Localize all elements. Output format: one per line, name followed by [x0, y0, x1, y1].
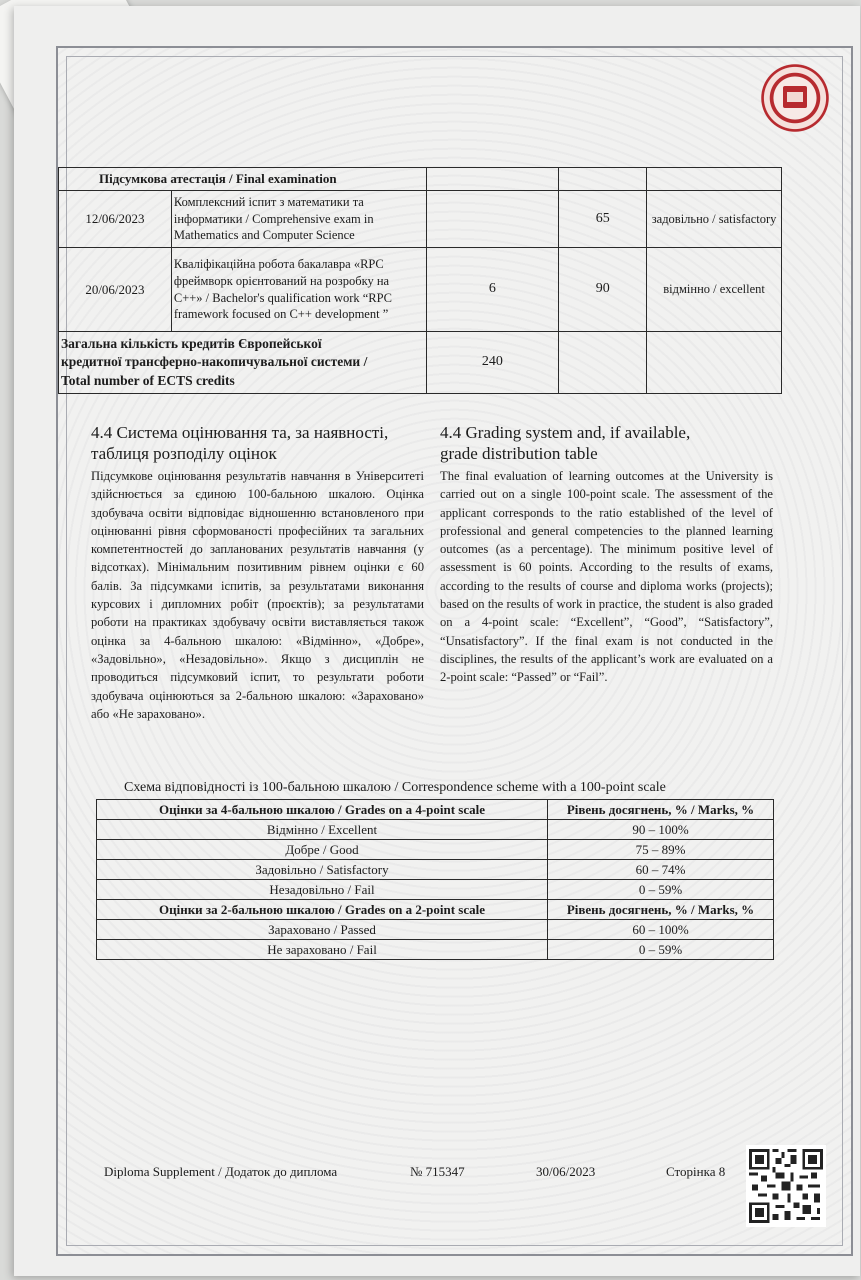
exam-name: Кваліфікаційна робота бакалавра «RPC фреймворк орієнтований на розробку на C++» / Bachelor's qualification work “RPC framework focused on C++ development ” [171, 248, 426, 332]
exam-grade: відмінно / excellent [647, 248, 782, 332]
final-examination-table [58, 167, 782, 394]
grading-system-en [440, 422, 773, 687]
exam-name: Комплексний іспит з математики та інформатики / Comprehensive exam in Mathematics and Computer Science [171, 191, 426, 248]
table-header-row [59, 168, 782, 191]
qr-code-icon [746, 1145, 826, 1227]
table-row: Відмінно / Excellent 90 – 100% [97, 820, 774, 840]
correspondence-table [96, 799, 774, 960]
table-row: Незадовільно / Fail 0 – 59% [97, 880, 774, 900]
footer-date: 30/06/2023 [536, 1164, 596, 1179]
section-heading: 4.4 Grading system and, if available, grade distribution table [440, 423, 691, 463]
table-row: Не зараховано / Fail 0 – 59% [97, 940, 774, 960]
total-ects-label: Загальна кількість кредитів Європейської кредитної трансферно-накопичувальної системи / Total number of ECTS credits [59, 332, 427, 394]
section-heading: 4.4 Система оцінювання та, за наявності, таблиця розподілу оцінок [91, 423, 389, 463]
table-header-row: Оцінки за 2-бальною шкалою / Grades on a 2-point scale Рівень досягнень, % / Marks, % [97, 900, 774, 920]
correspondence-title: Схема відповідності із 100-бальною шкалою / Correspondence scheme with a 100-point scale [124, 780, 666, 795]
exam-date: 12/06/2023 [59, 191, 172, 248]
grading-system-uk [91, 422, 424, 723]
total-ects-row [59, 332, 782, 394]
table-row: Задовільно / Satisfactory 60 – 74% [97, 860, 774, 880]
table-row: Зараховано / Passed 60 – 100% [97, 920, 774, 940]
exam-ects: 6 [426, 248, 559, 332]
table-row: Добре / Good 75 – 89% [97, 840, 774, 860]
footer-page: Сторінка 8 [666, 1164, 726, 1179]
total-ects-value: 240 [426, 332, 559, 394]
exam-score: 65 [559, 191, 647, 248]
exam-date: 20/06/2023 [59, 248, 172, 332]
section-body: Підсумкове оцінювання результатів навчання в Університеті здійснюється за єдиною 100-бальною шкалою. Оцінка здобувача освіти відповідає відношенню встановленого при оцінюванні рівня сформованості професійних та загальних компетентностей до запланованих результатів навчання (у відсотках). Мінімальним позитивним рівнем оцінки є 60 балів. За підсумками іспитів, за результатами виконання курсових і дипломних робіт (проєктів); за результатами роботи на практиках здобувачу освіти виставляється також оцінка за 4-бальною шкалою: «Відмінно», «Добре», «Задовільно», «Незадовільно». Якщо з дисциплін не проводиться підсумковий іспит, то результати роботи здобувача оцінюються за 2-бальною шкалою: «Зараховано» або «Не зараховано». [91, 469, 424, 721]
exam-score: 90 [559, 248, 647, 332]
university-seal-icon [760, 58, 830, 138]
table-header-row: Оцінки за 4-бальною шкалою / Grades on a 4-point scale Рівень досягнень, % / Marks, % [97, 800, 774, 820]
table-row [59, 191, 782, 248]
footer-document: Diploma Supplement / Додаток до диплома [104, 1164, 338, 1179]
exam-grade: задовільно / satisfactory [647, 191, 782, 248]
table-header: Підсумкова атестація / Final examination [59, 168, 427, 191]
table-row [59, 248, 782, 332]
footer-number: № 715347 [410, 1164, 465, 1179]
exam-ects [426, 191, 559, 248]
section-body: The final evaluation of learning outcomes at the University is carried out on a single 100-point scale. The assessment of the applicant corresponds to the ratio established of the level of professional and general competencies to the planned learning outcomes (as a percentage). The minimum positive level of assessment is 60 points. According to the results of exams, according to the results of course and diploma works (projects); based on the results of work in practice, the student is also graded on a 4-point scale: “Excellent”, “Good”, “Satisfactory”, “Unsatisfactory”. If the final exam is not conducted in the disciplines, the results of the applicant’s work are evaluated on a 2-point scale: “Passed” or “Fail”. [440, 469, 773, 685]
